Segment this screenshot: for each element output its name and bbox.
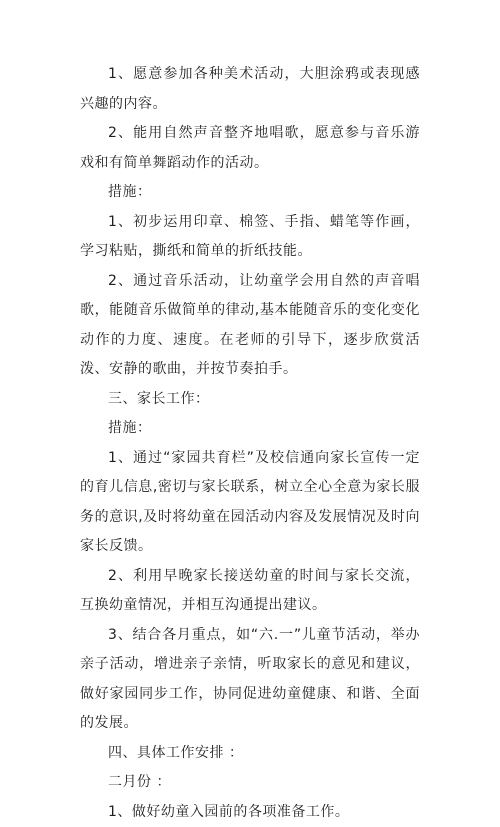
paragraph-art-measure: 1、初步运用印章、棉签、手指、蜡笔等作画，学习粘贴，撕纸和简单的折纸技能。	[80, 208, 420, 267]
paragraph-music-goal: 2、能用自然声音整齐地唱歌，愿意参与音乐游戏和有简单舞蹈动作的活动。	[80, 119, 420, 178]
measures-heading: 措施：	[80, 178, 420, 208]
paragraph-music-measure: 2、通过音乐活动，让幼童学会用自然的声音唱歌，能随音乐做简单的律动,基本能随音乐的变化变化动作的力度、速度。在老师的引导下，逐步欣赏活泼、安静的歌曲，并按节奏拍手。	[80, 267, 420, 385]
document-body	[80, 60, 420, 827]
paragraph-parent-board: 1、通过“家园共育栏”及校信通向家长宣传一定的育儿信息,密切与家长联系，树立全心全意为家长服务的意识,及时将幼童在园活动内容及发展情况及时向家长反馈。	[80, 444, 420, 562]
paragraph-february-task: 1、做好幼童入园前的各项准备工作。	[80, 798, 420, 827]
month-heading-february: 二月份 ：	[80, 768, 420, 798]
paragraph-monthly-activities: 3、结合各月重点，如“六.一”儿童节活动，举办亲子活动，增进亲子亲情，听取家长的意见和建议，做好家园同步工作，协同促进幼童健康、和谐、全面的发展。	[80, 621, 420, 739]
paragraph-parent-communication: 2、利用早晚家长接送幼童的时间与家长交流，互换幼童情况，并相互沟通提出建议。	[80, 562, 420, 621]
measures-heading: 措施：	[80, 414, 420, 444]
section-heading-schedule: 四、具体工作安排 ：	[80, 739, 420, 769]
section-heading-parent-work: 三、家长工作：	[80, 385, 420, 415]
paragraph-art-goal: 1、愿意参加各种美术活动，大胆涂鸦或表现感兴趣的内容。	[80, 60, 420, 119]
